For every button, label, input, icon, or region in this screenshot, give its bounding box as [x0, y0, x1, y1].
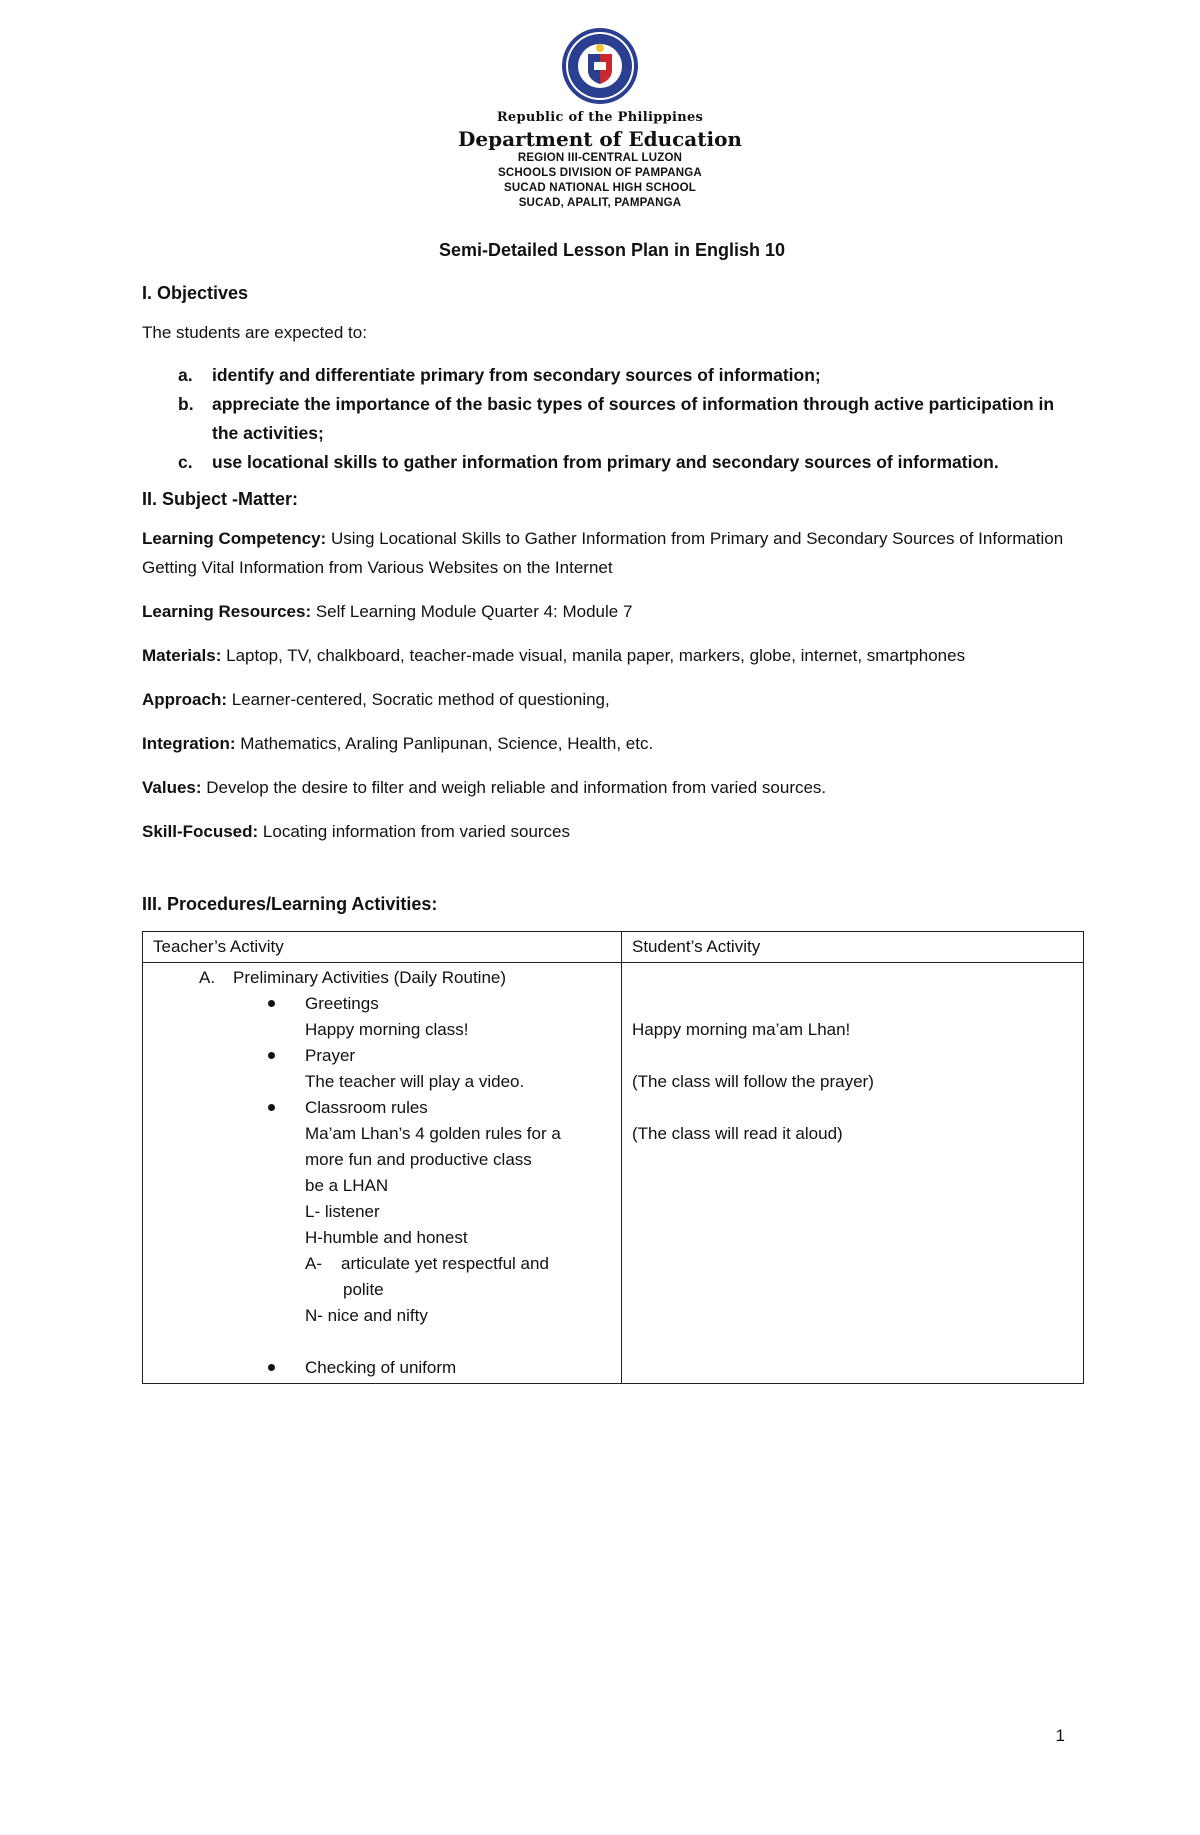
rule-item: L- listener: [305, 1202, 380, 1221]
department-line: Department of Education: [458, 127, 742, 151]
objective-letter: a.: [178, 365, 193, 385]
field-label: Learning Competency:: [142, 529, 327, 548]
item-text: The teacher will play a video.: [305, 1072, 525, 1091]
item-text: Happy morning class!: [305, 1020, 469, 1039]
teacher-activity-cell: [143, 963, 622, 1384]
field-value: Locating information from varied sources: [262, 822, 571, 841]
deped-seal-icon: [560, 26, 640, 106]
objective-text: identify and differentiate primary from secondary sources of information;: [212, 365, 821, 385]
objective-text: appreciate the importance of the basic types of sources of information through active participation in the activities;: [212, 394, 1055, 443]
document-header: [0, 26, 1200, 211]
item-label: Checking of uniform: [305, 1358, 457, 1377]
page-number: 1: [1055, 1726, 1065, 1745]
section-title: Preliminary Activities (Daily Routine): [233, 968, 507, 987]
field-value: Learner-centered, Socratic method of questioning,: [231, 690, 610, 709]
integration-field: [142, 729, 1082, 758]
item-text: Ma’am Lhan’s 4 golden rules for a: [305, 1124, 561, 1143]
item-label: Prayer: [305, 1046, 356, 1065]
bullet-icon: [268, 1052, 275, 1059]
rule-text: polite: [343, 1280, 384, 1299]
field-value: Mathematics, Araling Panlipunan, Science, Health, etc.: [240, 734, 654, 753]
table-row: [143, 963, 1084, 1384]
student-column-header: Student’s Activity: [622, 932, 1084, 963]
objectives-list: [142, 361, 1082, 477]
field-label: Skill-Focused:: [142, 822, 259, 841]
objective-letter: b.: [178, 394, 194, 414]
objectives-heading: I. Objectives: [142, 283, 249, 303]
procedures-heading: III. Procedures/Learning Activities:: [142, 894, 438, 914]
learning-resources-field: [142, 597, 1082, 626]
address-line: SUCAD, APALIT, PAMPANGA: [518, 197, 682, 209]
list-item: [153, 1355, 611, 1381]
objective-item: [142, 390, 1082, 448]
field-value: Laptop, TV, chalkboard, teacher-made visual, manila paper, markers, globe, internet, smartphones: [226, 646, 966, 665]
section-a: [153, 965, 611, 991]
rule-item: H-humble and honest: [305, 1228, 468, 1247]
division-line: SCHOOLS DIVISION OF PAMPANGA: [498, 167, 702, 179]
bullet-icon: [268, 1104, 275, 1111]
item-text: be a LHAN: [305, 1176, 389, 1195]
republic-line: Republic of the Philippines: [496, 110, 704, 125]
region-line: REGION III-CENTRAL LUZON: [517, 152, 683, 164]
field-value: Develop the desire to filter and weigh reliable and information from varied sources.: [206, 778, 827, 797]
item-label: Greetings: [305, 994, 379, 1013]
activities-table: [142, 931, 1084, 1384]
student-response: (The class will read it aloud): [632, 1124, 843, 1143]
skill-focused-field: [142, 817, 1082, 846]
student-response: (The class will follow the prayer): [632, 1072, 874, 1091]
field-value: Self Learning Module Quarter 4: Module 7: [315, 602, 633, 621]
field-label: Approach:: [142, 690, 227, 709]
section-mark: A.: [199, 968, 216, 987]
rule-item: N- nice and nifty: [305, 1306, 428, 1325]
field-label: Integration:: [142, 734, 236, 753]
rule-mark: A-: [305, 1254, 322, 1273]
materials-field: [142, 641, 1082, 670]
list-item: [153, 1095, 611, 1121]
field-label: Materials:: [142, 646, 222, 665]
bullet-icon: [268, 1000, 275, 1007]
field-label: Values:: [142, 778, 202, 797]
objective-letter: c.: [178, 452, 193, 472]
school-line: SUCAD NATIONAL HIGH SCHOOL: [504, 182, 696, 194]
document-body: [142, 240, 1082, 1384]
student-response: Happy morning ma’am Lhan!: [632, 1020, 851, 1039]
list-item: [153, 1043, 611, 1069]
table-header-row: [143, 932, 1084, 963]
page-title: Semi-Detailed Lesson Plan in English 10: [438, 240, 786, 260]
item-text: more fun and productive class: [305, 1150, 532, 1169]
values-field: [142, 773, 1082, 802]
teacher-column-header: Teacher’s Activity: [143, 932, 622, 963]
bullet-icon: [268, 1364, 275, 1371]
list-item: [153, 991, 611, 1017]
objective-text: use locational skills to gather information from primary and secondary sources of information.: [212, 452, 999, 472]
rule-item: [153, 1251, 611, 1277]
approach-field: [142, 685, 1082, 714]
item-label: Classroom rules: [305, 1098, 428, 1117]
learning-competency-field: [142, 524, 1082, 582]
subject-matter-heading: II. Subject -Matter:: [142, 489, 299, 509]
objective-item: [142, 361, 1082, 390]
field-label: Learning Resources:: [142, 602, 312, 621]
objectives-intro: The students are expected to:: [142, 323, 367, 342]
student-activity-cell: [622, 963, 1084, 1384]
field-value: Using Locational Skills to Gather Information from Primary and Secondary Sources of Information Getting Vital Information from Various Websites on the Internet: [142, 529, 1064, 577]
rule-text: articulate yet respectful and: [341, 1254, 549, 1273]
objective-item: [142, 448, 1082, 477]
